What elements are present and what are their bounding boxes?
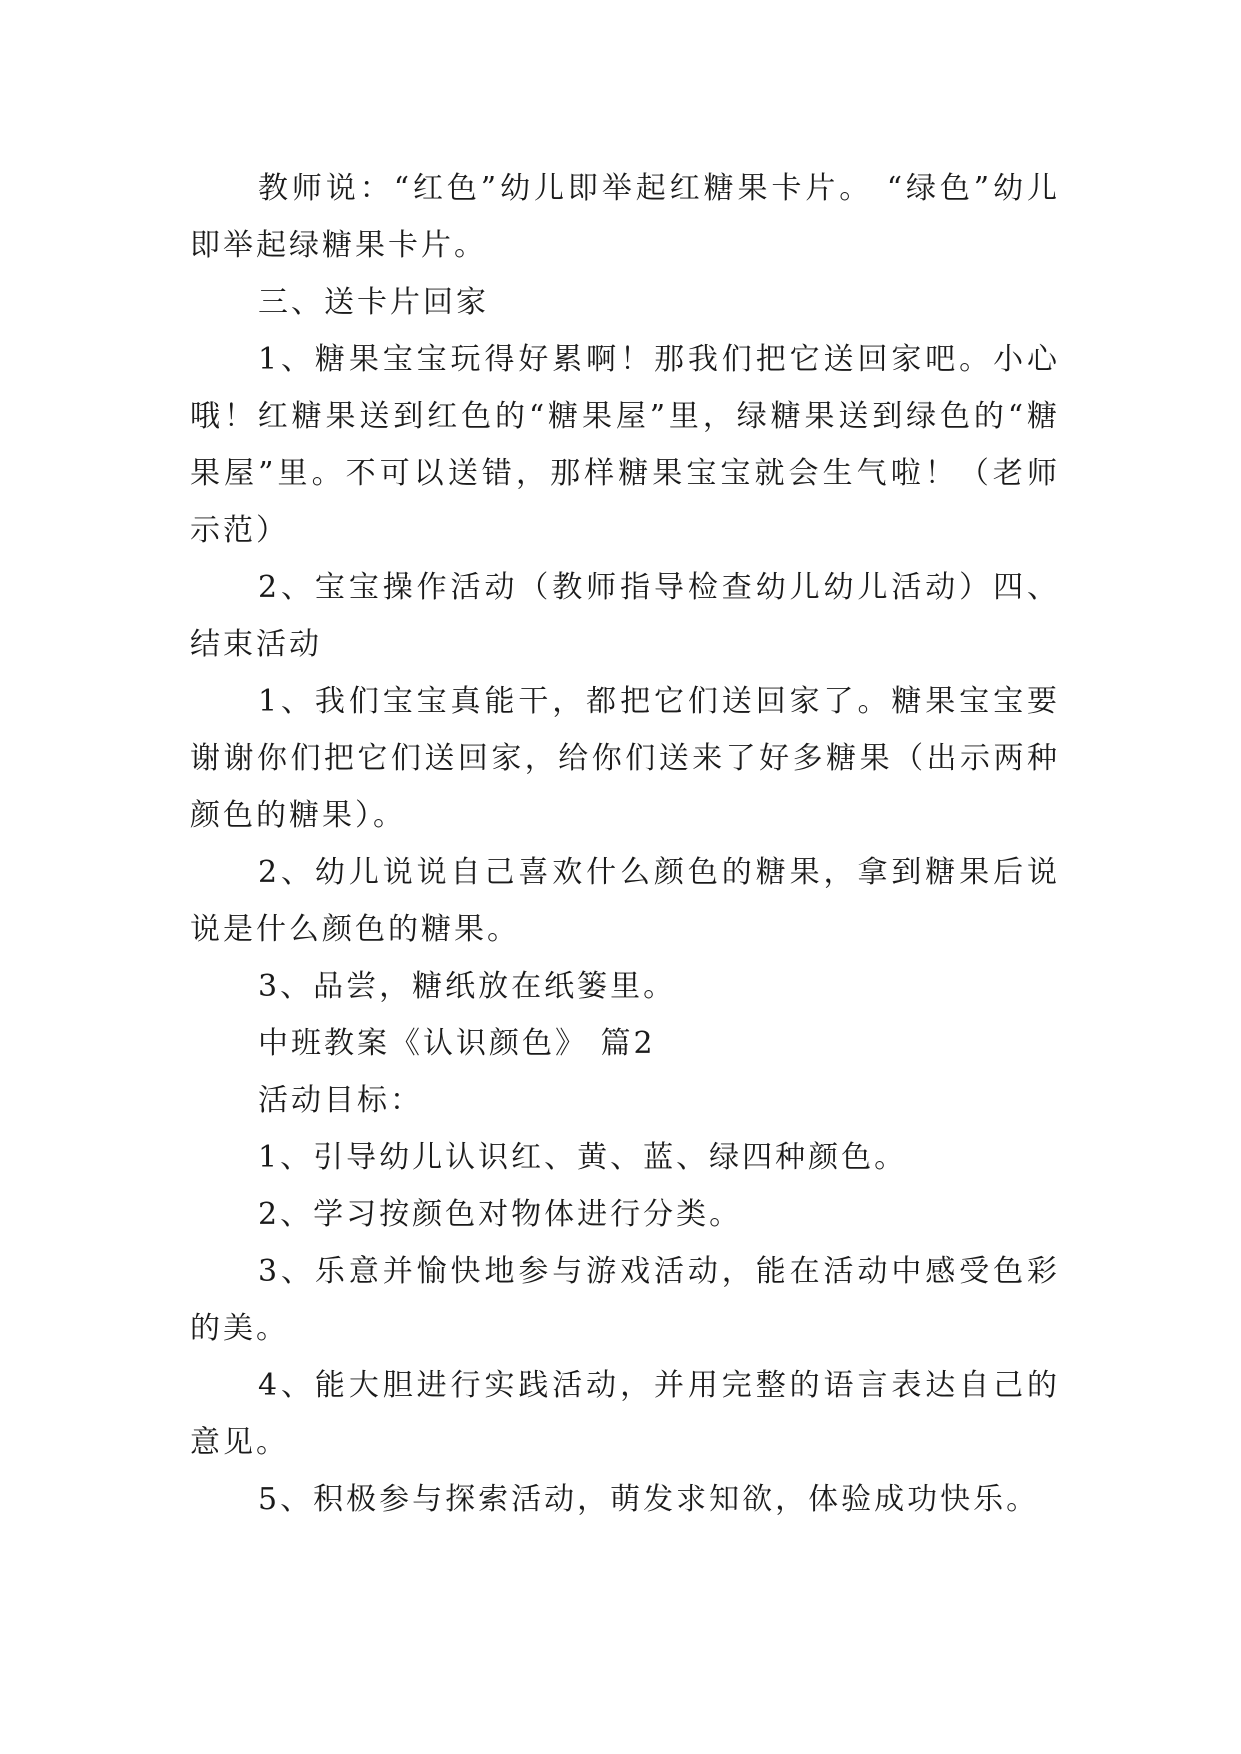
paragraph-teacher-says: 教师说：“红色”幼儿即举起红糖果卡片。 “绿色”幼儿即举起绿糖果卡片。 [190, 171, 1060, 263]
section-heading-send-cards-home: 三、送卡片回家 [258, 285, 489, 320]
objective-item-1: 1、引导幼儿认识红、黄、蓝、绿四种颜色。 [258, 1140, 908, 1175]
paragraph-end-step-1: 1、我们宝宝真能干，都把它们送回家了。糖果宝宝要谢谢你们把它们送回家，给你们送来了好多糖果（出示两种颜色的糖果）。 [190, 684, 1060, 833]
objective-item-5: 5、积极参与探索活动，萌发求知欲，体验成功快乐。 [258, 1482, 1040, 1517]
paragraph-step-2-operate: 2、宝宝操作活动（教师指导检查幼儿幼儿活动）四、结束活动 [190, 570, 1060, 662]
lesson-title-part-2: 中班教案《认识颜色》 篇2 [258, 1026, 656, 1061]
objective-item-2: 2、学习按颜色对物体进行分类。 [258, 1197, 743, 1232]
document-page [190, 160, 1060, 1528]
section-heading-objectives: 活动目标： [258, 1083, 423, 1118]
objective-item-3: 3、乐意并愉快地参与游戏活动，能在活动中感受色彩的美。 [190, 1254, 1060, 1346]
objective-item-4: 4、能大胆进行实践活动，并用完整的语言表达自己的意见。 [190, 1368, 1060, 1460]
paragraph-end-step-3: 3、品尝，糖纸放在纸篓里。 [258, 969, 677, 1004]
paragraph-end-step-2: 2、幼儿说说自己喜欢什么颜色的糖果，拿到糖果后说说是什么颜色的糖果。 [190, 855, 1060, 947]
paragraph-step-1-send-home: 1、糖果宝宝玩得好累啊！那我们把它送回家吧。小心哦！红糖果送到红色的“糖果屋”里，绿糖果送到绿色的“糖果屋”里。不可以送错，那样糖果宝宝就会生气啦！（老师示范） [190, 342, 1060, 548]
